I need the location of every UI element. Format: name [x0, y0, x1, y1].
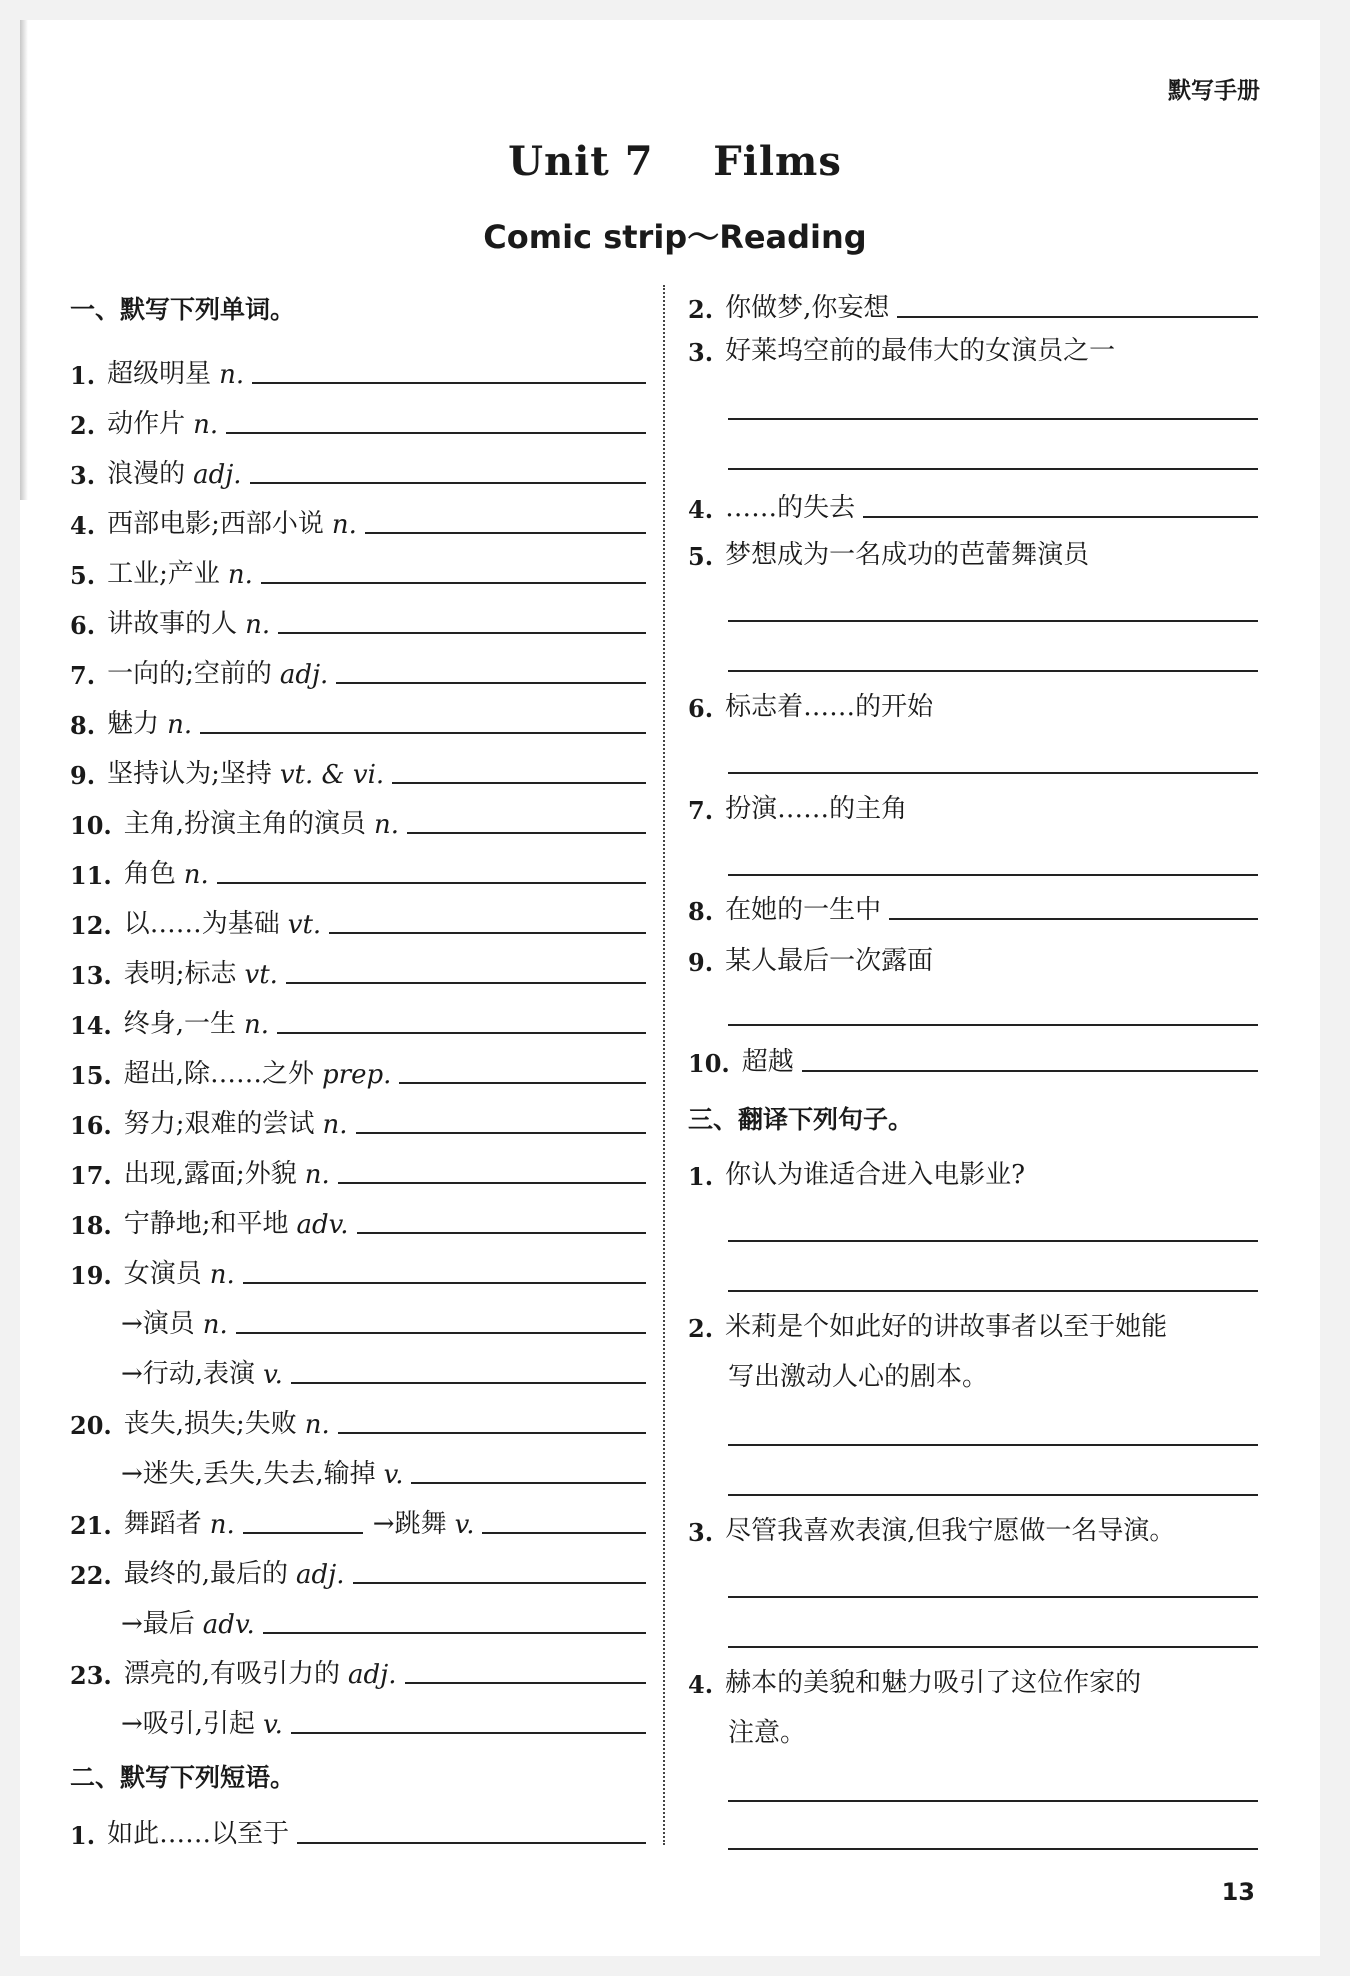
answer-blank[interactable]: [243, 1532, 363, 1534]
binding-shadow: [20, 20, 28, 500]
answer-blank[interactable]: [728, 620, 1258, 622]
vocab-subitem: →演员 n.: [70, 1296, 646, 1340]
answer-blank[interactable]: [728, 418, 1258, 420]
vocab-item: 16. 努力;艰难的尝试 n.: [70, 1096, 646, 1140]
answer-blank[interactable]: [353, 1582, 646, 1584]
phrase-item: 8. 在她的一生中: [688, 882, 1258, 926]
vocab-item: 7. 一向的;空前的 adj.: [70, 646, 646, 690]
answer-blank[interactable]: [200, 732, 646, 734]
phrase-item: 6. 标志着……的开始: [688, 692, 934, 723]
vocab-item: 10. 主角,扮演主角的演员 n.: [70, 796, 646, 840]
answer-blank[interactable]: [278, 632, 646, 634]
answer-blank[interactable]: [217, 882, 646, 884]
vocab-item: 6. 讲故事的人 n.: [70, 596, 646, 640]
vocab-subitem: →吸引,引起 v.: [70, 1696, 646, 1740]
answer-blank[interactable]: [263, 1632, 646, 1634]
section2-heading: 二、默写下列短语。: [70, 1763, 296, 1792]
vocab-item: 1. 超级明星 n.: [70, 346, 646, 390]
answer-blank[interactable]: [802, 1070, 1258, 1072]
vocab-item: 13. 表明;标志 vt.: [70, 946, 646, 990]
sentence-continuation: 注意。: [728, 1718, 807, 1748]
vocab-item: 20. 丧失,损失;失败 n.: [70, 1396, 646, 1440]
answer-blank[interactable]: [863, 516, 1258, 518]
vocab-item: 4. 西部电影;西部小说 n.: [70, 496, 646, 540]
vocab-item: 9. 坚持认为;坚持 vt. & vi.: [70, 746, 646, 790]
vocab-item: 11. 角色 n.: [70, 846, 646, 890]
answer-blank[interactable]: [728, 1494, 1258, 1496]
answer-blank[interactable]: [728, 1240, 1258, 1242]
vocab-item: 18. 宁静地;和平地 adv.: [70, 1196, 646, 1240]
answer-blank[interactable]: [338, 1432, 646, 1434]
answer-blank[interactable]: [728, 468, 1258, 470]
answer-blank[interactable]: [728, 772, 1258, 774]
answer-blank[interactable]: [889, 918, 1258, 920]
answer-blank[interactable]: [329, 932, 646, 934]
answer-blank[interactable]: [728, 1444, 1258, 1446]
answer-blank[interactable]: [728, 1800, 1258, 1802]
section1-heading: 一、默写下列单词。: [70, 295, 296, 324]
answer-blank[interactable]: [728, 874, 1258, 876]
phrase-item: 4. ……的失去: [688, 480, 1258, 524]
phrase-item: 2. 你做梦,你妄想: [688, 280, 1258, 324]
answer-blank[interactable]: [291, 1382, 646, 1384]
answer-blank[interactable]: [399, 1082, 646, 1084]
answer-blank[interactable]: [728, 1290, 1258, 1292]
answer-blank[interactable]: [297, 1842, 646, 1844]
answer-blank[interactable]: [356, 1132, 646, 1134]
answer-blank[interactable]: [728, 1024, 1258, 1026]
phrase-item: 3. 好莱坞空前的最伟大的女演员之一: [688, 336, 1116, 367]
vocab-item: 8. 魅力 n.: [70, 696, 646, 740]
vocab-subitem: →行动,表演 v.: [70, 1346, 646, 1390]
answer-blank[interactable]: [365, 532, 646, 534]
page-number: 13: [1221, 1878, 1255, 1906]
vocab-item: 14. 终身,一生 n.: [70, 996, 646, 1040]
vocab-subitem: →迷失,丢失,失去,输掉 v.: [70, 1446, 646, 1490]
answer-blank[interactable]: [728, 1596, 1258, 1598]
answer-blank[interactable]: [405, 1682, 646, 1684]
answer-blank[interactable]: [226, 432, 646, 434]
answer-blank[interactable]: [277, 1032, 646, 1034]
vocab-subitem: →最后 adv.: [70, 1596, 646, 1640]
answer-blank[interactable]: [338, 1182, 646, 1184]
sentence-continuation: 写出激动人心的剧本。: [728, 1362, 989, 1392]
vocab-item: 22. 最终的,最后的 adj.: [70, 1546, 646, 1590]
answer-blank[interactable]: [411, 1482, 646, 1484]
answer-blank[interactable]: [286, 982, 646, 984]
answer-blank[interactable]: [728, 670, 1258, 672]
sentence-item: 3. 尽管我喜欢表演,但我宁愿做一名导演。: [688, 1516, 1176, 1547]
answer-blank[interactable]: [236, 1332, 646, 1334]
answer-blank[interactable]: [243, 1282, 646, 1284]
answer-blank[interactable]: [482, 1532, 646, 1534]
answer-blank[interactable]: [897, 316, 1258, 318]
section3-heading: 三、翻译下列句子。: [688, 1105, 914, 1134]
phrase-item: 5. 梦想成为一名成功的芭蕾舞演员: [688, 540, 1090, 571]
answer-blank[interactable]: [336, 682, 646, 684]
header-label: 默写手册: [1168, 78, 1260, 104]
vocab-item: 15. 超出,除……之外 prep.: [70, 1046, 646, 1090]
answer-blank[interactable]: [261, 582, 646, 584]
answer-blank[interactable]: [407, 832, 646, 834]
vocab-item: 23. 漂亮的,有吸引力的 adj.: [70, 1646, 646, 1690]
vocab-item: 2. 动作片 n.: [70, 396, 646, 440]
lesson-subtitle: Comic strip～Reading: [483, 218, 867, 256]
phrase-item: 1. 如此……以至于: [70, 1806, 646, 1850]
answer-blank[interactable]: [728, 1848, 1258, 1850]
vocab-item: 19. 女演员 n.: [70, 1246, 646, 1290]
vocab-item: 12. 以……为基础 vt.: [70, 896, 646, 940]
phrase-item: 10. 超越: [688, 1034, 1258, 1078]
unit-title: Unit 7 Films: [508, 138, 842, 185]
vocab-item: 21. 舞蹈者 n. →跳舞 v.: [70, 1496, 646, 1540]
vocab-item: 5. 工业;产业 n.: [70, 546, 646, 590]
vocab-item: 3. 浪漫的 adj.: [70, 446, 646, 490]
answer-blank[interactable]: [250, 482, 646, 484]
sentence-item: 2. 米莉是个如此好的讲故事者以至于她能: [688, 1312, 1168, 1343]
answer-blank[interactable]: [357, 1232, 646, 1234]
answer-blank[interactable]: [252, 382, 646, 384]
vocab-item: 17. 出现,露面;外貌 n.: [70, 1146, 646, 1190]
answer-blank[interactable]: [291, 1732, 646, 1734]
sentence-item: 1. 你认为谁适合进入电影业?: [688, 1160, 1026, 1191]
phrase-item: 9. 某人最后一次露面: [688, 946, 934, 977]
answer-blank[interactable]: [728, 1646, 1258, 1648]
phrase-item: 7. 扮演……的主角: [688, 794, 908, 825]
column-divider: [663, 285, 665, 1845]
answer-blank[interactable]: [392, 782, 646, 784]
sentence-item: 4. 赫本的美貌和魅力吸引了这位作家的: [688, 1668, 1142, 1699]
